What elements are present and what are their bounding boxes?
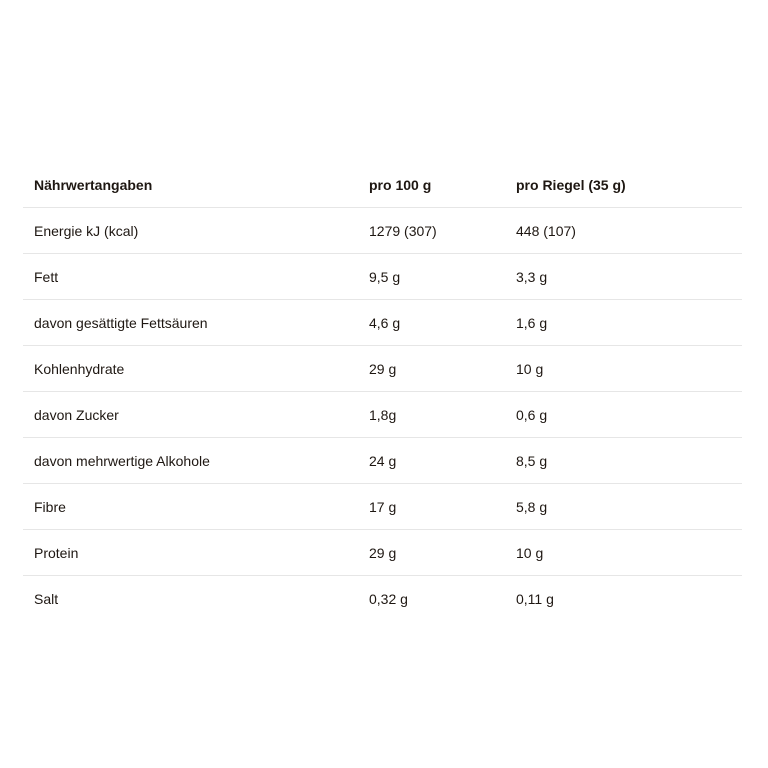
table-row [23,530,742,576]
nutrient-label: Fibre [34,498,66,515]
value-per-bar: 1,6 g [516,314,548,331]
nutrient-label: davon gesättigte Fettsäuren [34,314,208,331]
value-per-bar: 0,11 g [516,591,554,607]
value-per-bar: 3,3 g [516,268,548,285]
header-per-100g: pro 100 g [369,176,432,193]
value-per-bar: 8,5 g [516,452,548,469]
nutrition-table [23,162,742,622]
table-header-row [23,162,742,208]
value-per-bar: 0,6 g [516,406,548,423]
nutrient-label: Fett [34,268,59,285]
value-per-100g: 4,6 g [369,314,401,331]
table-row [23,438,742,484]
nutrient-label: davon Zucker [34,406,119,423]
value-per-bar: 448 (107) [516,222,576,239]
value-per-bar: 5,8 g [516,498,548,515]
nutrient-label: Kohlenhydrate [34,360,125,377]
nutrient-label: davon mehrwertige Alkohole [34,452,210,469]
value-per-100g: 9,5 g [369,268,401,285]
table-row [23,576,742,622]
nutrient-label: Energie kJ (kcal) [34,222,139,239]
table-row [23,208,742,254]
value-per-100g: 29 g [369,544,397,561]
value-per-100g: 0,32 g [369,591,408,607]
table-row [23,346,742,392]
table-row [23,484,742,530]
value-per-100g: 1,8g [369,406,397,423]
value-per-bar: 10 g [516,544,544,561]
nutrient-label: Protein [34,544,79,561]
value-per-100g: 1279 (307) [369,222,437,239]
table-row [23,254,742,300]
value-per-bar: 10 g [516,360,544,377]
table-row [23,392,742,438]
value-per-100g: 17 g [369,498,397,515]
value-per-100g: 29 g [369,360,397,377]
value-per-100g: 24 g [369,452,397,469]
header-nutrient: Nährwertangaben [34,176,153,193]
table-row [23,300,742,346]
nutrient-label: Salt [34,591,59,607]
header-per-bar: pro Riegel (35 g) [516,176,626,193]
